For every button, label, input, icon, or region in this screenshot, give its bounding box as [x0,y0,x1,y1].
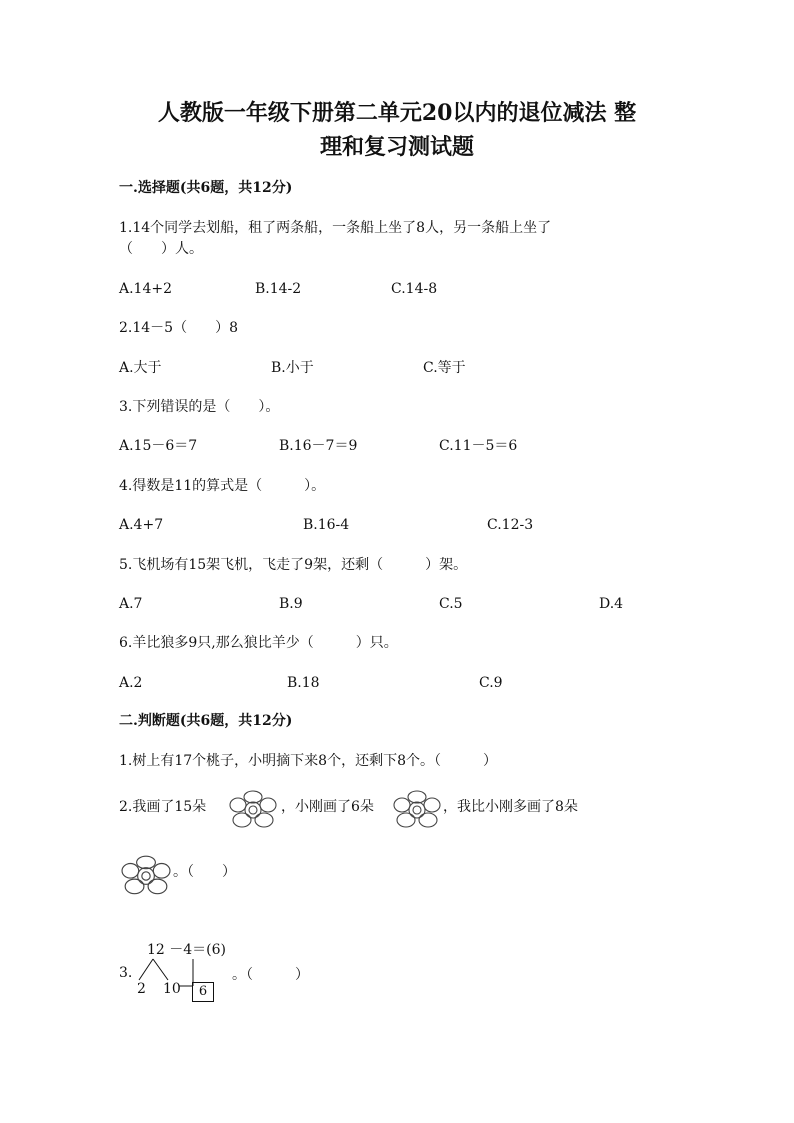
judgement-1-text: 1.树上有17个桃子，小明摘下来8个，还剩下8个。（ ） [119,753,497,769]
judgement-3-number: 3. [119,965,133,981]
question-1-option-a: A.14+2 [119,281,173,297]
answer-box: 6 [192,982,214,1002]
question-6-option-a: A.2 [119,675,143,691]
question-5-text: 5.飞机场有15架飞机，飞走了9架，还剩（ ）架。 [119,557,468,573]
judgement-3-tail: 。（ ） [232,967,309,983]
flower-icon [229,790,277,830]
judgement-2-text-part-1: 2.我画了15朵 [119,799,207,815]
question-1-text-cont: （ ）人。 [119,241,203,257]
question-2-text: 2.14－5（ ）8 [119,320,238,336]
judgement-2-text-part-4: 。（ ） [173,864,236,880]
question-6-option-b: B.18 [287,675,320,691]
page-title-line-2: 理和复习测试题 [319,134,474,160]
flower-icon [393,790,441,830]
question-4-option-c: C.12-3 [487,517,534,533]
question-6-option-c: C.9 [479,675,503,691]
question-3-option-a: A.15－6＝7 [119,438,198,454]
question-5-option-c: C.5 [439,596,463,612]
question-2-option-b: B.小于 [271,360,314,376]
question-3-text: 3.下列错误的是（ ）。 [119,399,280,415]
split-left-value: 2 [137,981,146,997]
page-title-line-1: 人教版一年级下册第二单元20以内的退位减法 整 [157,100,637,126]
question-5-option-a: A.7 [119,596,143,612]
question-2-option-a: A.大于 [119,360,162,376]
flower-icon [121,855,171,897]
question-2-option-c: C.等于 [423,360,466,376]
question-4-option-a: A.4+7 [119,517,164,533]
question-3-option-b: B.16－7＝9 [279,438,358,454]
section-heading-judgement: 二.判断题(共6题，共12分) [119,713,293,729]
question-1-option-b: B.14-2 [255,281,302,297]
judgement-2-text-part-2: ，小刚画了6朵 [281,799,374,815]
question-6-text: 6.羊比狼多9只,那么狼比羊少（ ）只。 [119,635,398,651]
question-5-option-b: B.9 [279,596,303,612]
split-right-value: 10 [163,981,181,997]
question-5-option-d: D.4 [599,596,624,612]
question-1-option-c: C.14-8 [391,281,438,297]
judgement-3-equation: 12 －4＝(6) [147,942,227,958]
question-4-option-b: B.16-4 [303,517,350,533]
question-4-text: 4.得数是11的算式是（ ）。 [119,478,326,494]
question-1-text: 1.14个同学去划船，租了两条船，一条船上坐了8人，另一条船上坐了 [119,220,552,236]
section-heading-choice: 一.选择题(共6题，共12分) [119,180,293,196]
judgement-2-text-part-3: ，我比小刚多画了8朵 [443,799,578,815]
question-3-option-c: C.11－5＝6 [439,438,518,454]
